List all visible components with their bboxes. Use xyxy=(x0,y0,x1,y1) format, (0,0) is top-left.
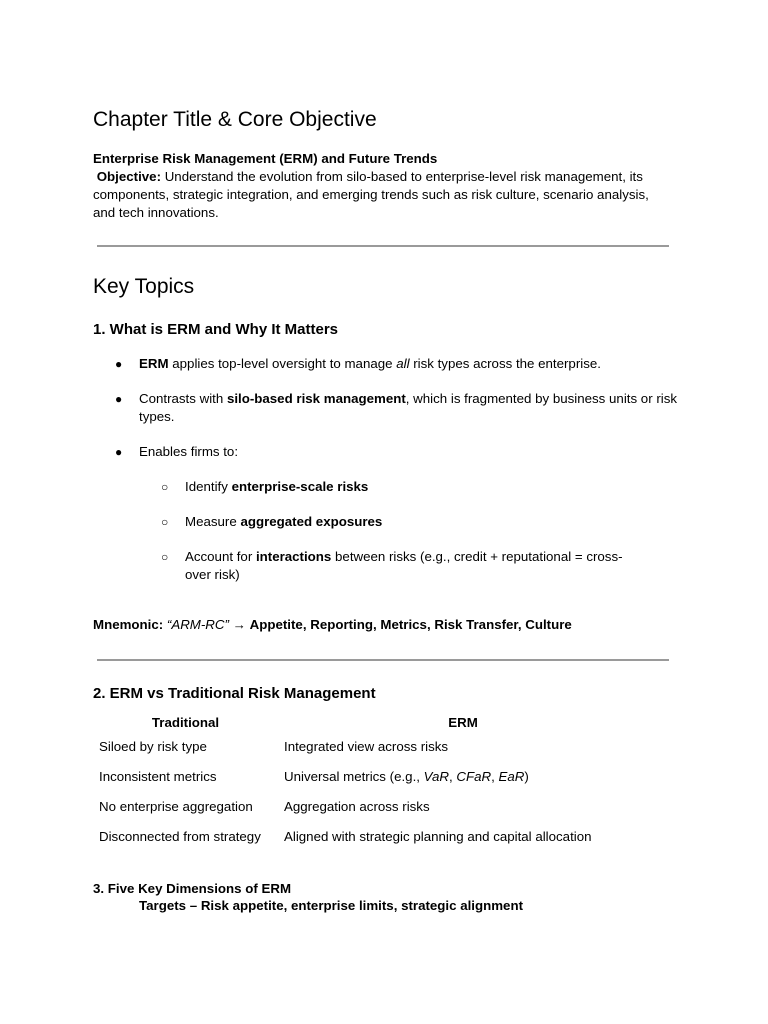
table-row xyxy=(93,768,648,798)
bullet-dot: ● xyxy=(115,392,123,406)
objective-label: Objective: xyxy=(96,169,161,184)
section2-heading: 2. ERM vs Traditional Risk Management xyxy=(93,685,376,702)
cell-erm: Universal metrics (e.g., VaR, CFaR, EaR) xyxy=(284,769,529,784)
section3-heading: 3. Five Key Dimensions of ERM xyxy=(93,881,292,896)
table-row xyxy=(93,738,648,768)
sub-bullet-circle: ○ xyxy=(161,515,169,529)
divider xyxy=(97,659,669,661)
objective-text: Understand the evolution from silo-based to enterprise-level risk management, its components, strategic integration, and emerging trends such as risk culture, scenario analysis, and tech innovations. xyxy=(93,169,649,220)
sub-bullet-circle: ○ xyxy=(161,480,169,494)
bullet-dot: ● xyxy=(115,357,123,371)
bullet-enables: Enables firms to: xyxy=(139,444,239,459)
mnemonic: Mnemonic: “ARM-RC” → Appetite, Reporting, Metrics, Risk Transfer, Culture xyxy=(93,617,572,632)
table-header-row xyxy=(93,714,648,738)
bullet-dot: ● xyxy=(115,445,123,459)
bullet-contrasts: Contrasts with silo-based risk management, which is fragmented by business units or risk types. xyxy=(139,391,678,424)
chapter-title: Enterprise Risk Management (ERM) and Future Trends xyxy=(93,151,438,166)
bullet-erm: ERM applies top-level oversight to manage all risk types across the enterprise. xyxy=(139,356,601,371)
cell-erm: Integrated view across risks xyxy=(284,739,449,754)
objective-paragraph xyxy=(93,168,673,222)
key-topics-heading: Key Topics xyxy=(93,275,195,298)
divider xyxy=(97,245,669,247)
cell-erm: Aligned with strategic planning and capital allocation xyxy=(284,829,592,844)
section1-heading: 1. What is ERM and Why It Matters xyxy=(93,321,339,338)
cell-erm: Aggregation across risks xyxy=(284,799,430,814)
sub-bullet-account: Account for interactions between risks (e.g., credit + reputational = cross-over risk) xyxy=(185,549,623,582)
sub-bullet-identify: Identify enterprise-scale risks xyxy=(185,479,369,494)
comparison-table xyxy=(93,714,648,858)
cell-traditional: No enterprise aggregation xyxy=(99,799,253,814)
cell-traditional: Disconnected from strategy xyxy=(99,829,261,844)
cell-traditional: Siloed by risk type xyxy=(99,739,207,754)
sub-bullet-measure: Measure aggregated exposures xyxy=(185,514,383,529)
table-row xyxy=(93,828,648,858)
table-row xyxy=(93,798,648,828)
column-header-traditional: Traditional xyxy=(151,715,220,730)
sub-bullet-circle: ○ xyxy=(161,550,169,564)
targets-line: Targets – Risk appetite, enterprise limits, strategic alignment xyxy=(139,898,524,913)
chapter-heading: Chapter Title & Core Objective xyxy=(93,108,377,131)
cell-traditional: Inconsistent metrics xyxy=(99,769,217,784)
column-header-erm: ERM xyxy=(448,715,478,730)
